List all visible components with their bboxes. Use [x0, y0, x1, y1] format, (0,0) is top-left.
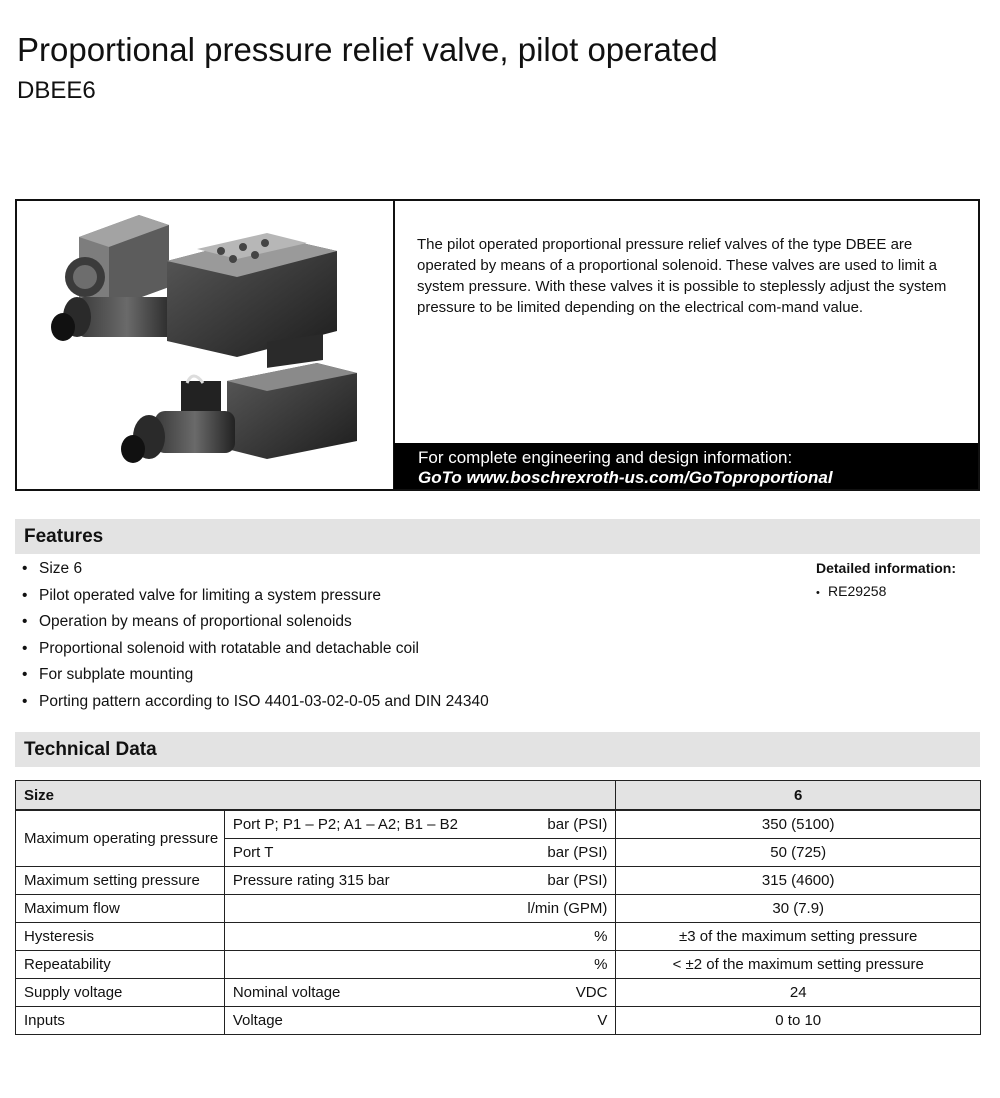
list-item: • Porting pattern according to ISO 4401-03-02-0-05 and DIN 24340: [22, 691, 489, 718]
table-header-row: [16, 781, 981, 811]
detailed-information-heading: Detailed information:: [816, 560, 957, 576]
detail-cell: [224, 951, 524, 979]
value-cell: 350 (5100): [616, 810, 981, 839]
technical-data-heading: Technical Data: [15, 732, 980, 767]
size-label: Size: [16, 781, 616, 811]
table-row: [16, 895, 981, 923]
table-row: [16, 923, 981, 951]
table-row: [16, 867, 981, 895]
list-item: • Proportional solenoid with rotatable and detachable coil: [22, 638, 489, 665]
detail-cell: [224, 895, 524, 923]
list-item: • Size 6: [22, 558, 489, 585]
value-cell: 315 (4600): [616, 867, 981, 895]
unit-cell: bar (PSI): [524, 839, 616, 867]
unit-cell: bar (PSI): [524, 867, 616, 895]
list-item: • For subplate mounting: [22, 664, 489, 691]
unit-cell: %: [524, 923, 616, 951]
technical-data-table: [15, 780, 981, 1035]
param-cell: Maximum setting pressure: [16, 867, 225, 895]
detail-cell: [224, 923, 524, 951]
unit-cell: %: [524, 951, 616, 979]
param-cell: Supply voltage: [16, 979, 225, 1007]
unit-cell: VDC: [524, 979, 616, 1007]
detail-cell: Port T: [224, 839, 524, 867]
detail-cell: Port P; P1 – P2; A1 – A2; B1 – B2: [224, 810, 524, 839]
model-code: DBEE6: [17, 77, 96, 104]
value-cell: 30 (7.9): [616, 895, 981, 923]
value-cell: 50 (725): [616, 839, 981, 867]
param-cell: Hysteresis: [16, 923, 225, 951]
list-item: • Pilot operated valve for limiting a system pressure: [22, 585, 489, 612]
param-cell: Repeatability: [16, 951, 225, 979]
value-cell: ±3 of the maximum setting pressure: [616, 923, 981, 951]
value-cell: 0 to 10: [616, 1007, 981, 1035]
param-cell: Maximum operating pressure: [16, 810, 225, 867]
detail-cell: Pressure rating 315 bar: [224, 867, 524, 895]
detail-cell: Voltage: [224, 1007, 524, 1035]
list-item: • Operation by means of proportional solenoids: [22, 611, 489, 638]
product-description: The pilot operated proportional pressure relief valves of the type DBEE are operated by means of a proportional solenoid. These valves are used to limit a system pressure. With these valves it is possible to steplessly adjust the system pressure to be limited depending on the electrical com-mand value.: [417, 236, 947, 316]
detailed-information: [816, 559, 956, 602]
value-cell: 24: [616, 979, 981, 1007]
features-heading: Features: [15, 519, 980, 554]
goto-link[interactable]: GoTo www.boschrexroth-us.com/GoToproportional: [418, 468, 833, 487]
unit-cell: V: [524, 1007, 616, 1035]
features-list: [22, 558, 489, 717]
hero-panel: [15, 199, 980, 491]
table-row: [16, 979, 981, 1007]
engineering-info-text: For complete engineering and design information:: [418, 448, 793, 467]
table-row: [16, 1007, 981, 1035]
detail-cell: Nominal voltage: [224, 979, 524, 1007]
table-row: [16, 810, 981, 839]
table-row: [16, 951, 981, 979]
param-cell: Maximum flow: [16, 895, 225, 923]
valve-illustration: [17, 201, 393, 489]
page-title: Proportional pressure relief valve, pilot operated: [17, 31, 718, 68]
engineering-info-bar: [394, 443, 978, 489]
document-reference-link[interactable]: • RE29258: [816, 582, 956, 602]
value-cell: < ±2 of the maximum setting pressure: [616, 951, 981, 979]
size-value: 6: [616, 781, 981, 811]
valve-product-photo: [17, 201, 395, 489]
unit-cell: bar (PSI): [524, 810, 616, 839]
unit-cell: l/min (GPM): [524, 895, 616, 923]
param-cell: Inputs: [16, 1007, 225, 1035]
